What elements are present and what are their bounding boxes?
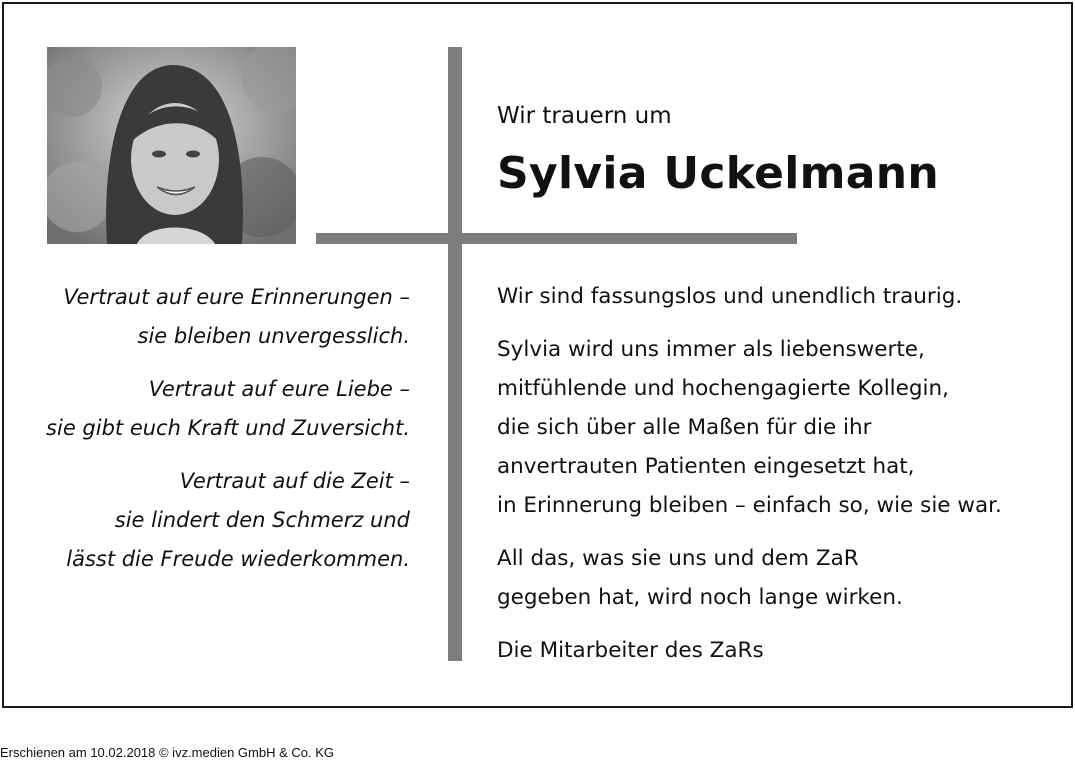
verse-line: lässt die Freude wiederkommen.: [66, 547, 410, 571]
verse-line: sie lindert den Schmerz und: [114, 508, 410, 532]
verse: [20, 278, 410, 356]
message-line: Sylvia wird uns immer als liebenswerte,: [497, 337, 925, 362]
verse-line: Vertraut auf eure Erinnerungen –: [63, 285, 410, 309]
message-line: mitfühlende und hochengagierte Kollegin,: [497, 376, 949, 401]
verse-line: Vertraut auf eure Liebe –: [148, 377, 410, 401]
message-line: in Erinnerung bleiben – einfach so, wie sie war.: [497, 493, 1002, 518]
message-paragraph: [497, 277, 1057, 316]
verses-block: [20, 278, 410, 593]
message-paragraph: [497, 330, 1057, 525]
message-line: Wir sind fassungslos und unendlich traurig.: [497, 284, 963, 309]
verse: [20, 370, 410, 448]
message-line: die sich über alle Maßen für die ihr: [497, 415, 872, 440]
message-signature: [497, 631, 1057, 670]
verse-line: Vertraut auf die Zeit –: [179, 469, 410, 493]
portrait-photo: [47, 47, 296, 244]
message-line: gegeben hat, wird noch lange wirken.: [497, 585, 903, 610]
verse-line: sie bleiben unvergesslich.: [137, 324, 410, 348]
message-line: All das, was sie uns und dem ZaR: [497, 546, 859, 571]
verse: [20, 462, 410, 579]
message-paragraph: [497, 539, 1057, 617]
intro-text: Wir trauern um: [497, 103, 672, 129]
message-block: [497, 277, 1057, 684]
signature-line: Die Mitarbeiter des ZaRs: [497, 638, 764, 663]
cross-horizontal-bar: [316, 233, 797, 244]
message-line: anvertrauten Patienten eingesetzt hat,: [497, 454, 915, 479]
cross-vertical-bar: [448, 47, 462, 661]
portrait-image: [47, 47, 296, 244]
publication-footer: Erschienen am 10.02.2018 © ivz.medien GmbH & Co. KG: [0, 745, 335, 760]
deceased-name: Sylvia Uckelmann: [497, 148, 940, 199]
verse-line: sie gibt euch Kraft und Zuversicht.: [46, 416, 410, 440]
